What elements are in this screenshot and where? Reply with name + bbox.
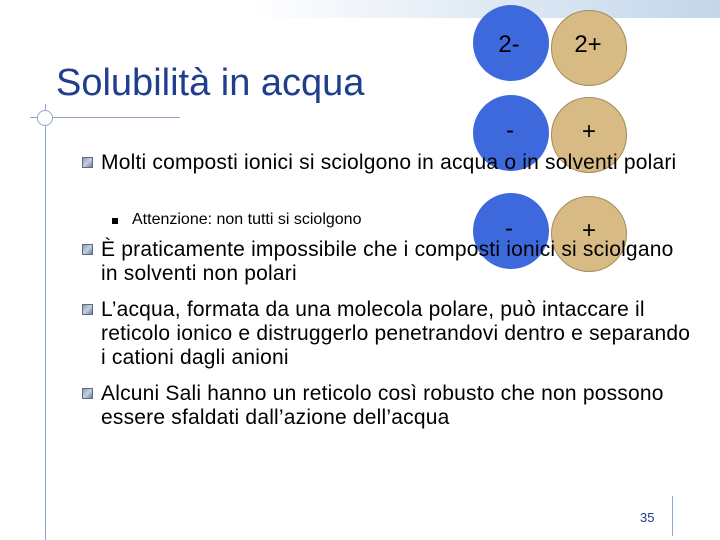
bullet-icon — [82, 244, 93, 255]
bullet-icon — [82, 304, 93, 315]
ion-charge-label: - — [505, 215, 513, 242]
ion-charge-label: + — [581, 217, 596, 244]
bullet-text: È praticamente impossibile che i composti ionici si sciolgano in solventi non polari — [101, 238, 674, 285]
sub-bullet-text: Attenzione: non tutti si sciolgono — [132, 211, 362, 228]
bullet-icon — [82, 388, 93, 399]
bullet-icon — [82, 157, 93, 168]
ion-charge-label: - — [506, 117, 514, 144]
bullet-text: L’acqua, formata da una molecola polare, può intaccare il reticolo ionico e distruggerlo penetrandovi dentro e separando i cationi dagli anioni — [101, 298, 691, 369]
ion-charge-label: 2- — [498, 31, 520, 58]
bullet-text: Alcuni Sali hanno un reticolo così robusto che non possono essere sfaldati dall’azione dell’acqua — [101, 382, 664, 429]
page-number: 35 — [640, 510, 655, 525]
ion-charge-label: + — [581, 118, 596, 145]
slide-title: Solubilità in acqua — [56, 62, 365, 104]
bullet-text: Molti composti ionici si sciolgono in acqua o in solventi polari — [101, 151, 677, 174]
ion-charge-label: 2+ — [574, 31, 602, 58]
sub-bullet-icon — [112, 218, 118, 224]
